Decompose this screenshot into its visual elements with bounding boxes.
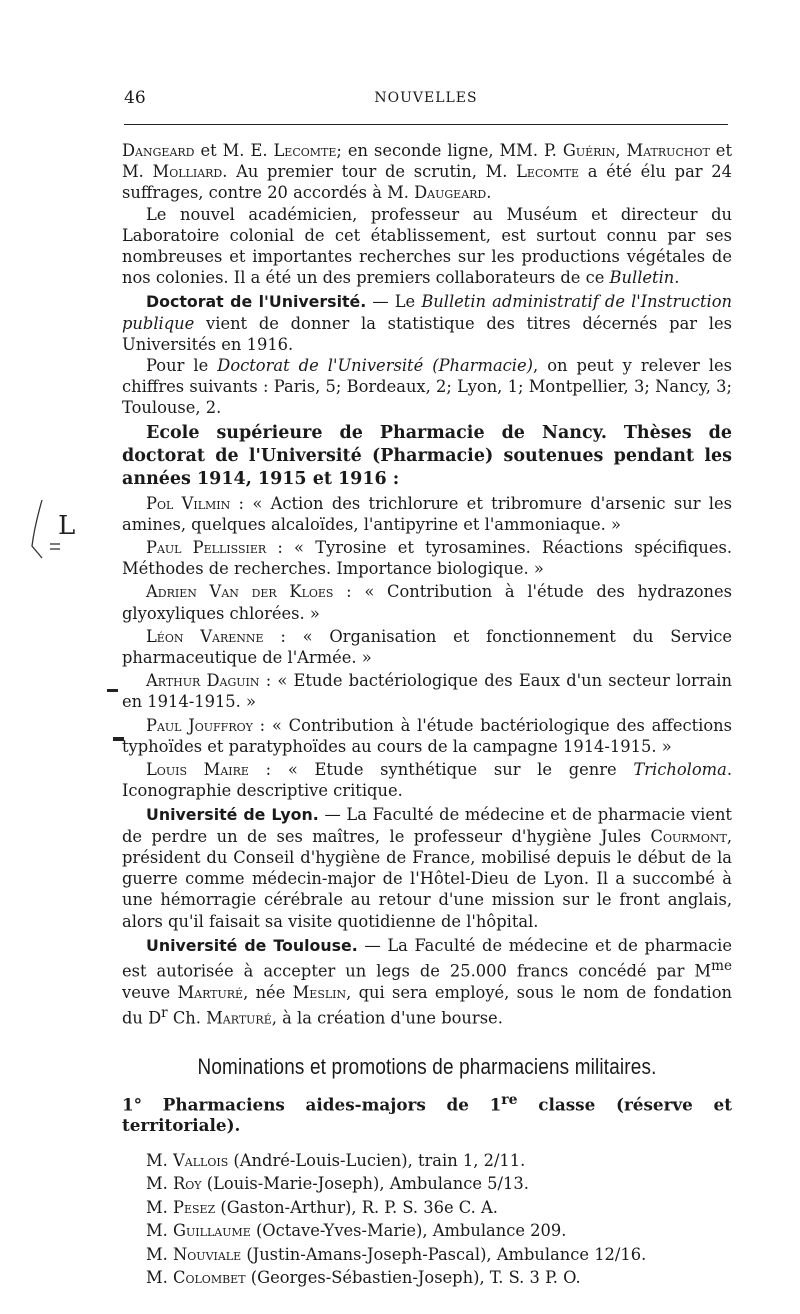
text: , qui sera employé, sous le nom de fondation du D xyxy=(122,982,732,1028)
thesis-author: Pol Vilmin xyxy=(146,493,231,513)
person-name: Colombet xyxy=(173,1268,246,1288)
handwritten-bracket-mark xyxy=(30,496,90,566)
thesis-author: Arthur Daguin xyxy=(146,671,260,691)
margin-annotation xyxy=(30,496,90,566)
lyon-paragraph xyxy=(122,804,732,931)
text: a été élu par 24 suffrages, contre 20 accordés à M. xyxy=(122,162,732,203)
thesis-author: Paul Pellissier xyxy=(146,538,267,558)
academician-paragraph xyxy=(122,204,732,289)
person-name: Nouviale xyxy=(173,1244,242,1264)
text: , à la création d'une bourse. xyxy=(271,1008,503,1028)
list-item xyxy=(122,1172,732,1196)
text: vient de donner la statistique des titres décernés par les Universités en 1916. xyxy=(122,313,732,354)
text: , née xyxy=(243,982,293,1002)
publication-title: Bulletin administratif de l'Instruction publique xyxy=(122,292,732,333)
text: , xyxy=(615,141,627,160)
thesis-title: : « Etude bactériologique des Eaux d'un secteur lorrain en 1914-1915. » xyxy=(122,671,732,712)
person-details: (Gaston-Arthur), R. P. S. 36e C. A. xyxy=(215,1197,498,1217)
thesis-author: Paul Jouffroy xyxy=(146,715,253,735)
text: — La Faculté de médecine et de pharmacie vient de perdre un de ses maîtres, le professeur d'hygiène Jules xyxy=(122,805,732,846)
person-details: (Octave-Yves-Marie), Ambulance 209. xyxy=(250,1221,567,1241)
thesis-item xyxy=(122,626,732,668)
thesis-author: Adrien Van der Kloes xyxy=(146,582,334,602)
page-number: 46 xyxy=(124,88,146,108)
thesis-author: Léon Varenne xyxy=(146,626,264,646)
text: . xyxy=(486,183,492,203)
header-rule xyxy=(124,124,728,125)
thesis-item xyxy=(122,670,732,712)
list-item xyxy=(122,1149,732,1173)
person-name: Vallois xyxy=(173,1150,229,1170)
text: M. xyxy=(146,1268,174,1288)
name-meslin: Meslin xyxy=(292,982,347,1002)
running-title: NOUVELLES xyxy=(374,90,478,106)
section-heading: Université de Lyon. xyxy=(146,805,319,825)
text: , président du Conseil d'hygiène de France, mobilisé depuis le début de la guerre comme médecin-major de l'Hôtel-Dieu de Lyon. Il a succombé à une hémorragie cérébrale au retour d'une mission sur le front anglais, alors qu'il faisait sa visite quotidienne de l'hôpital. xyxy=(122,826,732,931)
person-name: Guillaume xyxy=(173,1221,251,1241)
text: M. xyxy=(146,1197,174,1217)
toulouse-paragraph xyxy=(122,935,732,1029)
doctorat-paragraph xyxy=(122,291,732,355)
text: Ch. xyxy=(167,1008,207,1028)
name-molliard: Molliard xyxy=(152,162,223,182)
name-marture: Marturé xyxy=(206,1008,272,1028)
person-details: (Georges-Sébastien-Joseph), T. S. 3 P. O. xyxy=(245,1268,581,1288)
thesis-author: Louis Maire xyxy=(146,760,249,780)
text: et M. E. xyxy=(194,141,274,160)
text: . xyxy=(674,268,680,288)
thesis-title: : « Tyrosine et tyrosamines. Réactions spécifiques. Méthodes de recherches. Importance biologique. » xyxy=(122,538,732,579)
running-header xyxy=(124,88,728,112)
text: M. xyxy=(146,1150,174,1170)
thesis-item xyxy=(122,537,732,579)
theses-list xyxy=(122,493,732,802)
name-dangeard: Dangeard xyxy=(122,141,195,160)
section-heading: Doctorat de l'Université. xyxy=(146,292,367,312)
person-details: (Louis-Marie-Joseph), Ambulance 5/13. xyxy=(201,1174,529,1194)
name-guerin: Guérin xyxy=(562,141,616,160)
text: M. xyxy=(146,1174,174,1194)
text: M. xyxy=(146,1244,174,1264)
superscript: r xyxy=(161,1004,168,1021)
name-matruchot: Matruchot xyxy=(626,141,710,160)
text: , on peut y relever les chiffres suivants : Paris, 5; Bordeaux, 2; Lyon, 1; Montpellier, 3; Nancy, 3; Toulouse, 2. xyxy=(122,356,732,418)
person-details: (Justin-Amans-Joseph-Pascal), Ambulance 12/16. xyxy=(241,1244,647,1264)
nominations-heading: Nominations et promotions de pharmaciens militaires. xyxy=(197,1054,657,1080)
text: — La Faculté de médecine et de pharmacie est autorisée à accepter un legs de 25.000 francs concédé par M xyxy=(122,935,732,981)
text: classe (réserve et territoriale). xyxy=(122,1094,732,1136)
name-marture: Marturé xyxy=(177,982,244,1002)
name-courmont: Courmont xyxy=(650,826,727,846)
text: M. xyxy=(146,1221,174,1241)
text: . Au premier tour de scrutin, M. xyxy=(222,162,517,182)
pharmacie-paragraph xyxy=(122,355,732,419)
list-item xyxy=(122,1196,732,1220)
thesis-item xyxy=(122,493,732,535)
nominations-subheading xyxy=(122,1090,732,1137)
thesis-title: : « Contribution à l'étude bactériologique des affections typhoïdes et paratyphoïdes au cours de la campagne 1914-1915. » xyxy=(122,715,733,756)
intro-paragraph xyxy=(122,140,732,204)
thesis-title: : « Etude synthétique sur le genre xyxy=(248,760,634,780)
name-daugeard: Daugeard xyxy=(414,183,487,203)
genus-name: Tricholoma xyxy=(633,760,727,780)
section-heading: Université de Toulouse. xyxy=(146,935,358,955)
text: — Le xyxy=(366,292,422,312)
text: 1° Pharmaciens aides-majors de 1 xyxy=(122,1094,502,1115)
degree-title: Doctorat de l'Université (Pharmacie) xyxy=(217,356,533,376)
bulletin-title: Bulletin xyxy=(609,268,675,288)
text: et M. xyxy=(122,141,732,182)
name-lecomte: Lecomte xyxy=(273,141,337,160)
person-name: Pesez xyxy=(173,1197,216,1217)
text: Pour le xyxy=(146,356,218,376)
thesis-title: . Iconographie descriptive critique. xyxy=(122,760,732,801)
margin-letter: L xyxy=(58,511,76,541)
name-lecomte: Lecomte xyxy=(516,162,580,182)
person-details: (André-Louis-Lucien), train 1, 2/11. xyxy=(228,1150,526,1170)
superscript: me xyxy=(711,957,732,974)
thesis-title: : « Action des trichlorure et tribromure d'arsenic sur les amines, quelques alcaloïdes, l'antipyrine et l'ammoniaque. » xyxy=(122,493,732,534)
text: Le nouvel académicien, professeur au Muséum et directeur du Laboratoire colonial de cet établissement, est surtout connu par ses nombreuses et importantes recherches sur les productions végétales de nos colonies. Il a été un des premiers collaborateurs de ce xyxy=(122,204,732,288)
thesis-item xyxy=(122,759,732,801)
nominations-list xyxy=(122,1149,732,1290)
thesis-title: : « Contribution à l'étude des hydrazones glyoxyliques chlorées. » xyxy=(122,582,732,623)
margin-dash xyxy=(107,689,118,692)
superscript: re xyxy=(501,1091,518,1108)
text: veuve xyxy=(122,982,178,1002)
nancy-heading: Ecole supérieure de Pharmacie de Nancy. Thèses de doctorat de l'Université (Pharmacie) soutenues pendant les années 1914, 1915 et 1916 : xyxy=(122,422,732,489)
text: ; en seconde ligne, MM. P. xyxy=(336,141,563,160)
person-name: Roy xyxy=(173,1174,202,1194)
thesis-item xyxy=(122,715,732,757)
thesis-item xyxy=(122,581,732,623)
article-body xyxy=(122,140,732,1290)
thesis-title: : « Organisation et fonctionnement du Service pharmaceutique de l'Armée. » xyxy=(122,626,732,668)
list-item xyxy=(122,1266,732,1290)
list-item xyxy=(122,1219,732,1243)
list-item xyxy=(122,1243,732,1267)
